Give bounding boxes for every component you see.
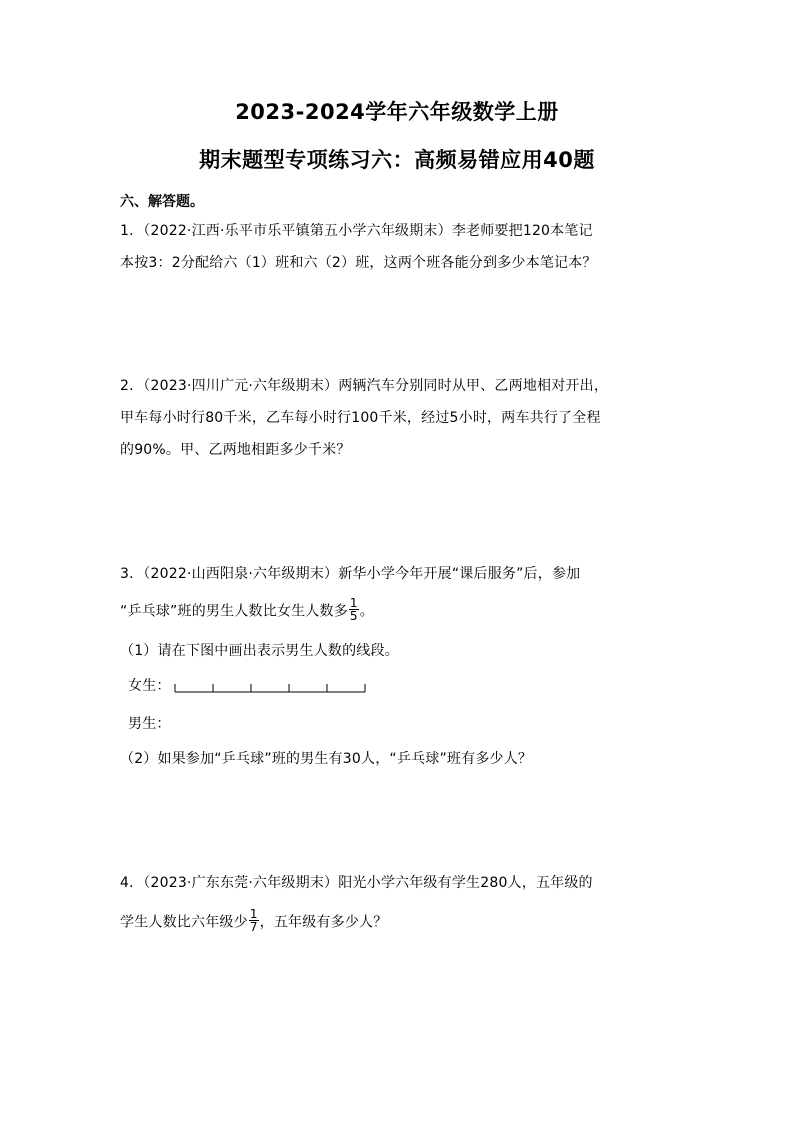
fraction-numerator: 1 xyxy=(249,907,258,921)
fraction-denominator: 7 xyxy=(249,920,258,934)
boys-label: 男生： xyxy=(128,716,171,732)
fraction-numerator: 1 xyxy=(349,596,358,610)
q4-line-2 xyxy=(120,907,388,935)
q1-line-2: 本按3：2分配给六（1）班和六（2）班，这两个班各能分到多少本笔记本？ xyxy=(120,255,597,271)
q2-line-3: 的90%。甲、乙两地相距多少千米？ xyxy=(120,442,351,458)
title-line-1: 2023-2024学年六年级数学上册 xyxy=(235,100,559,124)
girls-label: 女生： xyxy=(128,678,171,694)
q3-line-1: 3．（2022·山西阳泉·六年级期末）新华小学今年开展“课后服务”后，参加 xyxy=(120,566,581,582)
fraction-one-fifth xyxy=(349,597,359,622)
q2-line-1: 2．（2023·四川广元·六年级期末）两辆汽车分别同时从甲、乙两地相对开出， xyxy=(120,378,609,394)
q3-line-2-end: 。 xyxy=(359,603,374,620)
fraction-denominator: 5 xyxy=(349,609,358,623)
girls-line-segment xyxy=(174,684,366,693)
title-line-2: 期末题型专项练习六：高频易错应用40题 xyxy=(199,148,595,172)
q4-line-2-text: 学生人数比六年级少 xyxy=(120,914,248,931)
q3-line-2 xyxy=(120,596,374,624)
q4-line-2-end: ，五年级有多少人？ xyxy=(259,914,388,931)
q3-part-2: （2）如果参加“乒乓球”班的男生有30人，“乒乓球”班有多少人？ xyxy=(120,751,533,767)
q2-line-2: 甲车每小时行80千米，乙车每小时行100千米，经过5小时，两车共行了全程 xyxy=(120,410,601,426)
q1-line-1: 1．（2022·江西·乐平市乐平镇第五小学六年级期末）李老师要把120本笔记 xyxy=(120,223,593,239)
q3-part-1: （1）请在下图中画出表示男生人数的线段。 xyxy=(120,643,399,659)
fraction-one-seventh xyxy=(249,908,259,933)
q4-line-1: 4．（2023·广东东莞·六年级期末）阳光小学六年级有学生280人，五年级的 xyxy=(120,875,593,891)
section-heading: 六、解答题。 xyxy=(120,194,204,210)
q3-line-2-text: “乒乓球”班的男生人数比女生人数多 xyxy=(120,603,348,620)
